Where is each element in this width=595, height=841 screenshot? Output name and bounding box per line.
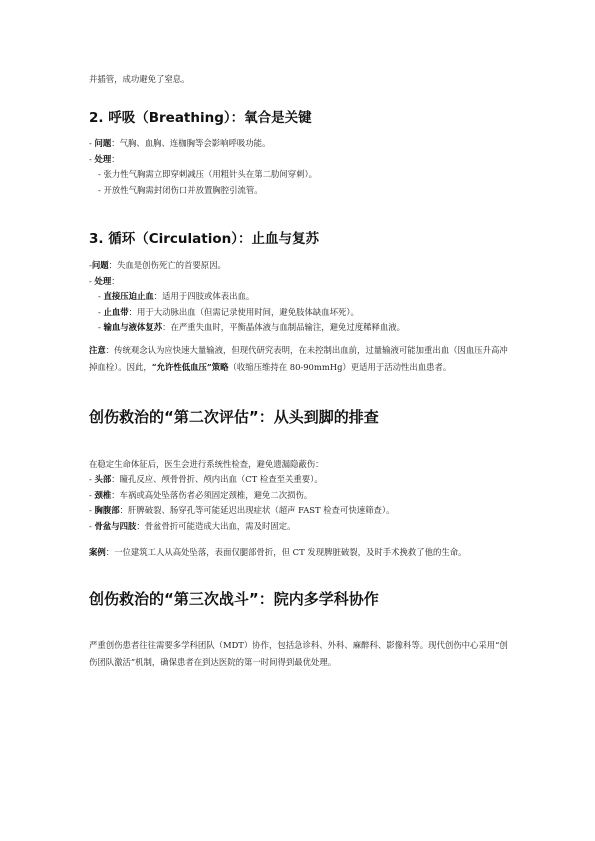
document-body: [89, 71, 511, 671]
case-label: 案例: [89, 547, 106, 557]
case-paragraph: 案例：一位建筑工人从高处坠落，表面仅腿部骨折，但 CT 发现脾脏破裂，及时手术挽救了他的生命。: [89, 547, 467, 557]
problem-text: ：失血是创伤死亡的首要原因。: [108, 260, 226, 270]
second-assessment-heading: 创伤救治的“第二次评估”：从头到脚的排查: [89, 407, 379, 426]
intro-line: 并插管，成功避免了窒息。: [89, 74, 190, 84]
circulation-treatment-item: - 直接压迫止血：适用于四肢或体表出血。: [98, 291, 255, 301]
circulation-problem: -问题：失血是创伤死亡的首要原因。: [89, 260, 226, 270]
third-battle-heading: 创伤救治的“第三次战斗”：院内多学科协作: [89, 590, 379, 608]
circulation-heading: 3. 循环（Circulation）：止血与复苏: [89, 231, 319, 247]
note-label: 注意: [89, 344, 106, 355]
breathing-problem: - 问题：气胸、血胸、连枷胸等会影响呼吸功能。: [89, 138, 271, 148]
circulation-treatment: - 处理：: [89, 275, 120, 286]
circulation-treatment-item: - 输血与液体复苏：在严重失血时，平衡晶体液与血制品输注，避免过度稀释血液。: [98, 322, 405, 332]
problem-text: ：气胸、血胸、连枷胸等会影响呼吸功能。: [111, 138, 271, 148]
problem-label: 问题: [91, 260, 109, 270]
breathing-treatment: - 处理：: [89, 153, 120, 164]
circulation-note: 注意：传统观念认为应快速大量输液，但现代研究表明，在未控制出血前，过量输液可能加重出血（因血压升高冲掉血栓）。因此，“允许性低血压”策略（收缩压维持在 80-90mmHg）更适用于活动性出血患者。: [89, 344, 508, 372]
problem-label: 问题: [94, 138, 112, 148]
treatment-label: 处理: [94, 275, 112, 286]
breathing-treatment-item: - 开放性气胸需封闭伤口并放置胸腔引流管。: [98, 184, 263, 195]
circulation-treatment-item: - 止血带：用于大动脉出血（但需记录使用时间，避免肢体缺血坏死）。: [98, 306, 359, 317]
treatment-label: 处理: [94, 153, 112, 164]
assessment-item: - 骨盆与四肢：骨盆骨折可能造成大出血，需及时固定。: [89, 520, 296, 531]
assessment-item: - 胸腹部：肝脾破裂、肠穿孔等可能延迟出现症状（超声 FAST 检查可快速筛查）。: [89, 505, 395, 515]
third-battle-paragraph: 严重创伤患者往往需要多学科团队（MDT）协作，包括急诊科、外科、麻醉科、影像科等。现代创伤中心采用“创伤团队激活”机制，确保患者在到达医院的第一时间得到最优处理。: [89, 640, 508, 667]
assessment-item: - 头部：瞳孔反应、颅骨骨折、颅内出血（CT 检查至关重要）。: [89, 474, 323, 484]
breathing-treatment-item: - 张力性气胸需立即穿刺减压（用粗针头在第二肋间穿刺）。: [98, 169, 318, 179]
breathing-heading: 2. 呼吸（Breathing）：氧合是关键: [89, 110, 312, 126]
permissive-hypotension-strategy: “允许性低血压”策略: [151, 361, 229, 372]
second-assessment-intro: 在稳定生命体征后，医生会进行系统性检查，避免遗漏隐蔽伤：: [89, 458, 324, 469]
assessment-item: - 颈椎：车祸或高处坠落伤者必须固定颈椎，避免二次损伤。: [89, 489, 313, 500]
